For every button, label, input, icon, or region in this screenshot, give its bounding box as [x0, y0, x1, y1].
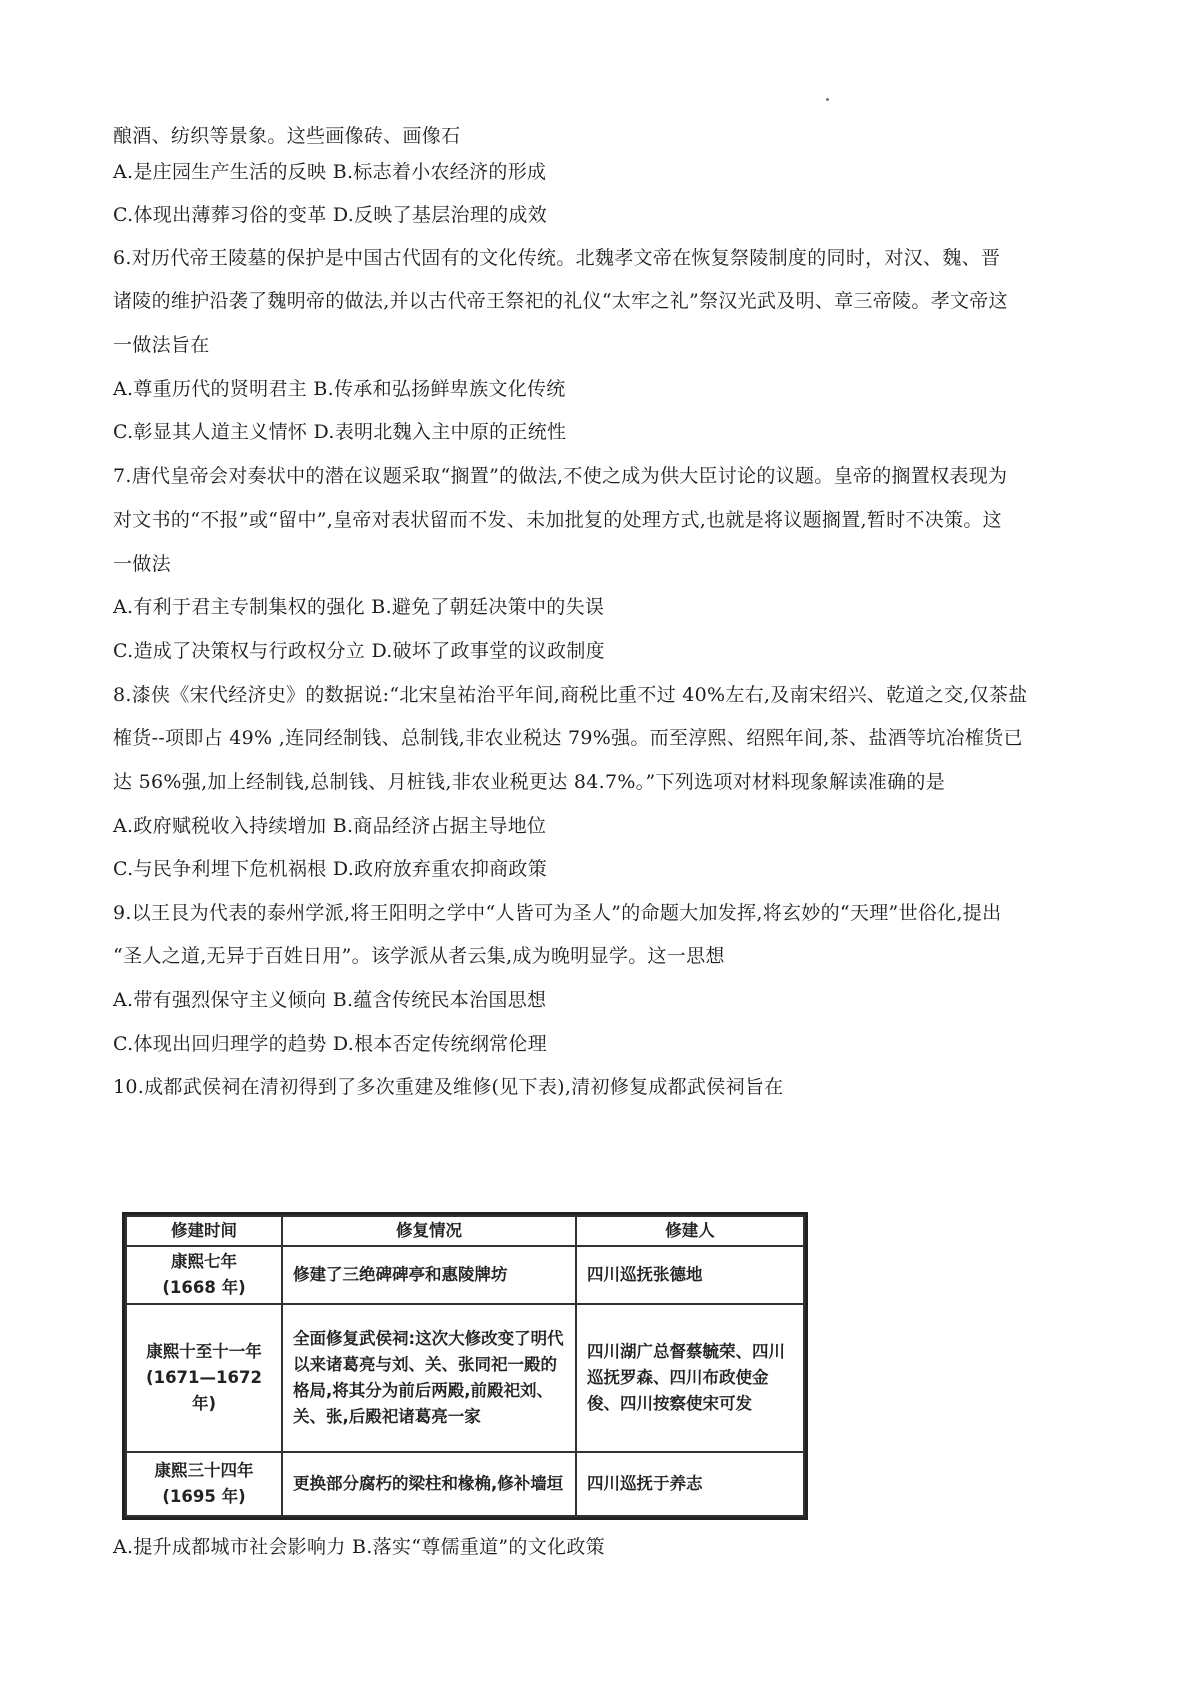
cell-desc: 全面修复武侯祠:这次大修改变了明代以来诸葛亮与刘、关、张同祀一殿的格局,将其分为前后两殿,前殿祀刘、关、张,后殿祀诸葛亮一家 [282, 1304, 576, 1452]
option-line: A.有利于君主专制集权的强化 B.避免了朝廷决策中的失误 [113, 596, 605, 618]
table-header-row [126, 1216, 804, 1246]
option-line: C.彰显其人道主义情怀 D.表明北魏入主中原的正统性 [113, 421, 567, 443]
table-row [126, 1304, 804, 1452]
question-6-line: 6.对历代帝王陵墓的保护是中国古代固有的文化传统。北魏孝文帝在恢复祭陵制度的同时，对汉、魏、晋 [113, 247, 1001, 269]
cell-desc: 修建了三绝碑碑亭和惠陵牌坊 [282, 1246, 576, 1304]
question-9-line: “圣人之道,无异于百姓日用”。该学派从者云集,成为晚明显学。这一思想 [113, 945, 725, 967]
option-line: A.政府赋税收入持续增加 B.商品经济占据主导地位 [113, 815, 547, 837]
cell-time: 康熙三十四年 (1695 年) [126, 1452, 282, 1516]
repair-table [122, 1212, 808, 1520]
column-header: 修复情况 [282, 1216, 576, 1246]
option-line: A.尊重历代的贤明君主 B.传承和弘扬鲜卑族文化传统 [113, 378, 566, 400]
cell-builder: 四川湖广总督蔡毓荣、四川巡抚罗森、四川布政使金俊、四川按察使宋可发 [576, 1304, 804, 1452]
cell-desc: 更换部分腐朽的梁柱和椽桷,修补墙垣 [282, 1452, 576, 1516]
question-6-line: 一做法旨在 [113, 334, 210, 356]
question-8-line: 榷货--项即占 49% ,连同经制钱、总制钱,非农业税达 79%强。而至淳熙、绍熙年间,茶、盐酒等坑冶榷货已 [113, 727, 1023, 749]
question-8-line: 8.漆侠《宋代经济史》的数据说:“北宋皇祐治平年间,商税比重不过 40%左右,及南宋绍兴、乾道之交,仅茶盐 [113, 684, 1028, 706]
column-header: 修建时间 [126, 1216, 282, 1246]
option-line: A.提升成都城市社会影响力 B.落实“尊儒重道”的文化政策 [113, 1536, 605, 1558]
question-10-line: 10.成都武侯祠在清初得到了多次重建及维修(见下表),清初修复成都武侯祠旨在 [113, 1076, 784, 1098]
table-row [126, 1452, 804, 1516]
option-line: C.体现出薄葬习俗的变革 D.反映了基层治理的成效 [113, 204, 548, 226]
text-line: 酿酒、纺织等景象。这些画像砖、画像石 [113, 125, 461, 147]
table-row [126, 1246, 804, 1304]
cell-builder: 四川巡抚张德地 [576, 1246, 804, 1304]
option-line: A.带有强烈保守主义倾向 B.蕴含传统民本治国思想 [113, 989, 547, 1011]
scan-speck [826, 98, 829, 101]
question-7-line: 7.唐代皇帝会对奏状中的潜在议题采取“搁置”的做法,不使之成为供大臣讨论的议题。皇帝的搁置权表现为 [113, 465, 1008, 487]
question-9-line: 9.以王艮为代表的泰州学派,将王阳明之学中“人皆可为圣人”的命题大加发挥,将玄妙的“天理”世俗化,提出 [113, 902, 1002, 924]
question-7-line: 对文书的“不报”或“留中”,皇帝对表状留而不发、未加批复的处理方式,也就是将议题搁置,暂时不决策。这 [113, 509, 1002, 531]
question-6-line: 诸陵的维护沿袭了魏明帝的做法,并以古代帝王祭祀的礼仪“太牢之礼”祭汉光武及明、章三帝陵。孝文帝这 [113, 290, 1008, 312]
option-line: C.与民争利埋下危机祸根 D.政府放弃重农抑商政策 [113, 858, 548, 880]
question-8-line: 达 56%强,加上经制钱,总制钱、月桩钱,非农业税更达 84.7%。”下列选项对材料现象解读准确的是 [113, 771, 946, 793]
option-line: C.体现出回归理学的趋势 D.根本否定传统纲常伦理 [113, 1033, 548, 1055]
cell-builder: 四川巡抚于养志 [576, 1452, 804, 1516]
cell-time: 康熙十至十一年 (1671—1672 年) [126, 1304, 282, 1452]
cell-time: 康熙七年 (1668 年) [126, 1246, 282, 1304]
option-line: A.是庄园生产生活的反映 B.标志着小农经济的形成 [113, 161, 547, 183]
column-header: 修建人 [576, 1216, 804, 1246]
question-7-line: 一做法 [113, 553, 171, 575]
option-line: C.造成了决策权与行政权分立 D.破坏了政事堂的议政制度 [113, 640, 605, 662]
